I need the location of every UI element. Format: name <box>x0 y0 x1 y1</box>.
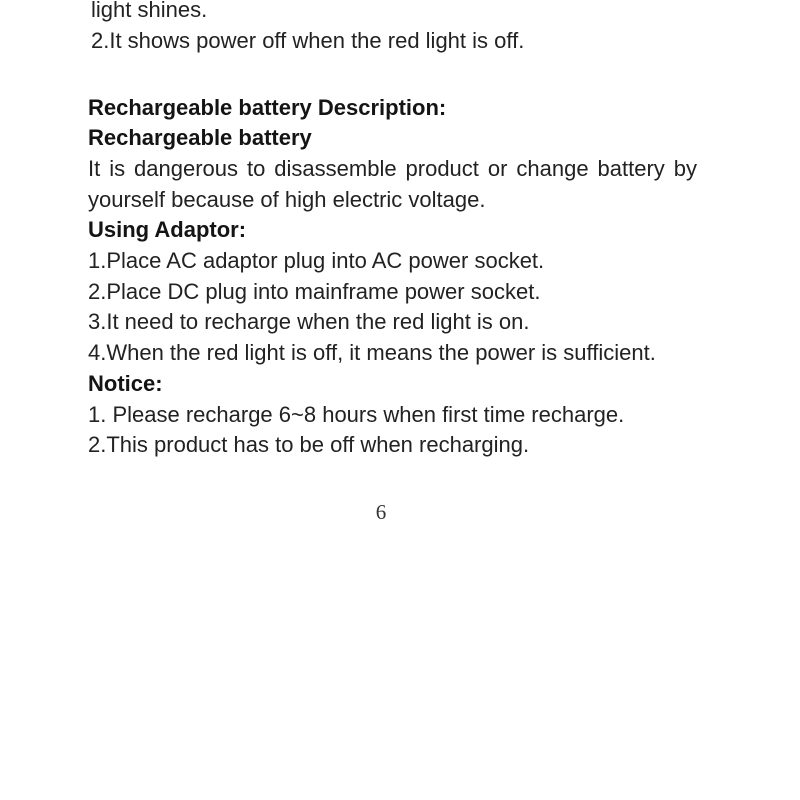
battery-subheading: Rechargeable battery <box>88 125 312 151</box>
adaptor-section-heading: Using Adaptor: <box>88 217 247 243</box>
battery-section-heading: Rechargeable battery Description: <box>88 94 447 120</box>
notice-heading: Notice: <box>88 370 163 396</box>
continuation-line: 2.It shows power off when the red light is off. <box>91 27 525 53</box>
notice-item: 1. Please recharge 6~8 hours when first time recharge. <box>88 401 625 427</box>
adaptor-step: 2.Place DC plug into mainframe power socket. <box>88 278 541 304</box>
adaptor-step: 1.Place AC adaptor plug into AC power socket. <box>88 248 545 274</box>
adaptor-step: 4.When the red light is off, it means the power is sufficient. <box>88 340 656 366</box>
adaptor-step: 3.It need to recharge when the red light is on. <box>88 309 530 335</box>
page-body <box>88 0 708 461</box>
battery-warning-line: It is dangerous to disassemble product or change battery by <box>88 156 697 181</box>
section-spacer <box>88 56 708 92</box>
battery-warning-line: yourself because of high electric voltage. <box>88 186 486 212</box>
page-number: 6 <box>375 500 387 524</box>
notice-item: 2.This product has to be off when recharging. <box>88 432 530 458</box>
continuation-line: light shines. <box>91 0 208 22</box>
